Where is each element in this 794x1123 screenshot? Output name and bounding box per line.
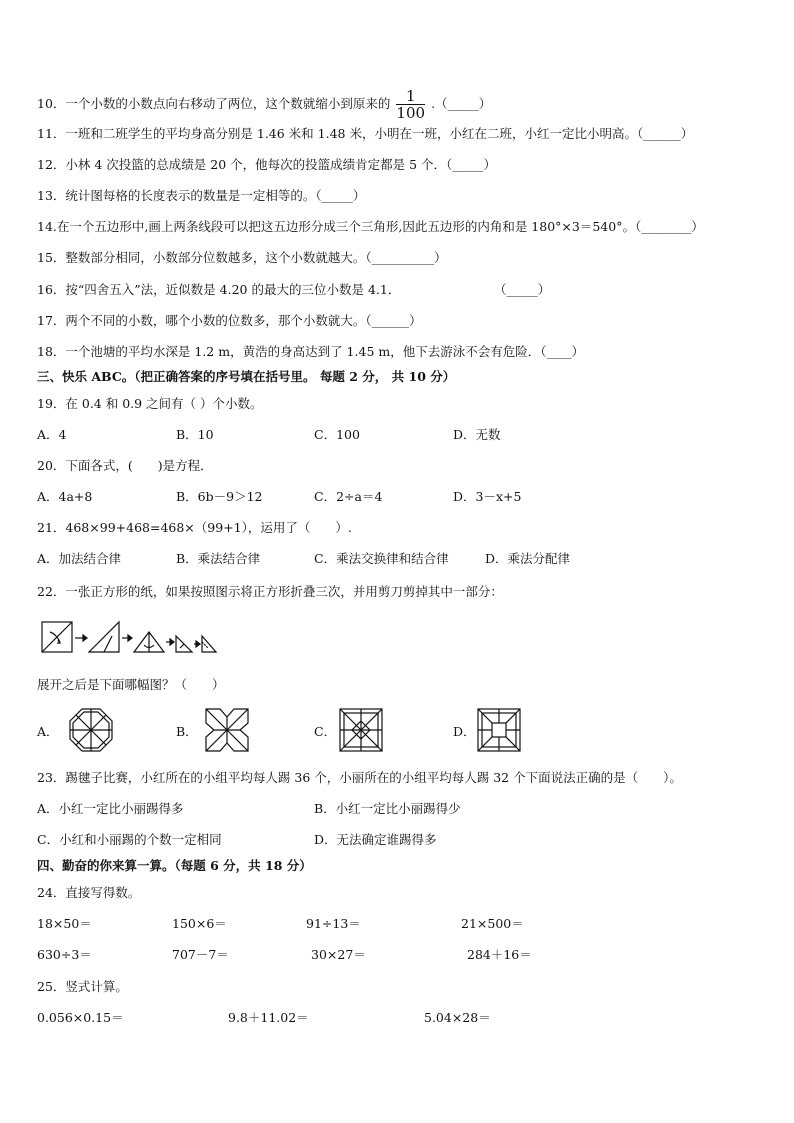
q21-option-c: C．乘法交换律和结合律 <box>314 551 449 566</box>
q19-option-c: C．100 <box>314 427 360 442</box>
q23-option-a: A．小红一定比小丽踢得多 <box>37 801 184 816</box>
folding-steps-figure <box>40 618 218 658</box>
q19-option-b: B．10 <box>176 427 214 442</box>
q24-item: 18×50＝ <box>37 916 92 931</box>
question-23: 23．踢毽子比赛，小红所在的小组平均每人踢 36 个，小丽所在的小组平均每人踢 32 个下面说法正确的是（ ）。 <box>37 770 682 785</box>
question-19: 19．在 0.4 和 0.9 之间有（ ）个小数。 <box>37 396 263 411</box>
question-10-text: 10．一个小数的小数点向右移动了两位，这个数就缩小到原来的 <box>37 96 391 111</box>
option-d-figure <box>476 707 522 753</box>
section-3-heading: 三、快乐 ABC。（把正确答案的序号填在括号里。 每题 2 分， 共 10 分） <box>37 369 456 384</box>
q22-label-b: B． <box>176 724 198 739</box>
q21-option-d: D．乘法分配律 <box>485 551 571 566</box>
q24-item: 91÷13＝ <box>306 916 361 931</box>
question-14: 14.在一个五边形中,画上两条线段可以把这五边形分成三个三角形,因此五边形的内角和是 180°×3＝540°。（________） <box>37 219 704 234</box>
question-21: 21．468×99+468=468×（99+1），运用了（ ）. <box>37 520 352 535</box>
question-16-text: 16．按“四舍五入”法，近似数是 4.20 的最大的三位小数是 4.1． <box>37 282 401 297</box>
q24-item: 707－7＝ <box>172 947 229 962</box>
question-25: 25．竖式计算。 <box>37 979 128 994</box>
section-4-heading: 四、勤奋的你来算一算。（每题 6 分，共 18 分） <box>37 858 312 873</box>
fold-step-cut-triangle <box>202 636 216 652</box>
q24-item: 284＋16＝ <box>467 947 532 962</box>
q20-option-c: C．2÷a＝4 <box>314 489 383 504</box>
question-17: 17．两个不同的小数，哪个小数的位数多，那个小数就大。（______） <box>37 313 422 328</box>
option-b-figure <box>204 707 250 753</box>
q20-option-d: D．3－x+5 <box>453 489 522 504</box>
q19-option-a: A．4 <box>37 427 67 442</box>
question-15: 15．整数部分相同，小数部分位数越多，这个小数就越大。（__________） <box>37 250 447 265</box>
q24-item: 21×500＝ <box>461 916 524 931</box>
q19-option-d: D．无数 <box>453 427 501 442</box>
question-13: 13．统计图每格的长度表示的数量是一定相等的。（_____） <box>37 188 366 203</box>
q24-item: 630÷3＝ <box>37 947 92 962</box>
q22-label-d: D． <box>453 724 476 739</box>
q24-item: 150×6＝ <box>172 916 227 931</box>
option-a-figure <box>68 707 114 753</box>
q21-option-a: A．加法结合律 <box>37 551 122 566</box>
question-24: 24．直接写得数。 <box>37 885 141 900</box>
question-22-followup: 展开之后是下面哪幅图？（ ） <box>37 677 225 692</box>
q22-label-c: C． <box>314 724 337 739</box>
q25-item: 9.8＋11.02＝ <box>228 1010 309 1025</box>
q25-item: 5.04×28＝ <box>424 1010 491 1025</box>
question-10-blank: .（_____） <box>431 96 492 111</box>
q20-option-b: B．6b－9＞12 <box>176 489 263 504</box>
question-20: 20．下面各式，( )是方程． <box>37 458 213 473</box>
question-11: 11．一班和二班学生的平均身高分别是 1.46 米和 1.48 米，小明在一班，小红在二班，小红一定比小明高。（______） <box>37 126 694 141</box>
fraction <box>396 88 425 121</box>
question-16 <box>37 282 400 298</box>
q25-item: 0.056×0.15＝ <box>37 1010 124 1025</box>
question-22: 22．一张正方形的纸，如果按照图示将正方形折叠三次，并用剪刀剪掉其中一部分： <box>37 584 503 599</box>
question-16-blank: （_____） <box>494 282 551 297</box>
option-c-figure <box>338 707 384 753</box>
question-12: 12．小林 4 次投篮的总成绩是 20 个，他每次的投篮成绩肯定都是 5 个．（_____） <box>37 157 497 172</box>
fold-step-triangle <box>89 622 119 652</box>
fraction-numerator: 1 <box>396 88 425 105</box>
q21-option-b: B．乘法结合律 <box>176 551 261 566</box>
q23-option-d: D．无法确定谁踢得多 <box>314 832 437 847</box>
question-10 <box>37 88 491 121</box>
q24-item: 30×27＝ <box>311 947 366 962</box>
q23-option-b: B．小红一定比小丽踢得少 <box>314 801 461 816</box>
q22-label-a: A． <box>37 724 59 739</box>
q20-option-a: A．4a+8 <box>37 489 93 504</box>
question-18: 18．一个池塘的平均水深是 1.2 m，黄浩的身高达到了 1.45 m，他下去游泳不会有危险．（____） <box>37 344 584 359</box>
q23-option-c: C．小红和小丽踢的个数一定相同 <box>37 832 222 847</box>
fraction-denominator: 100 <box>396 104 426 122</box>
